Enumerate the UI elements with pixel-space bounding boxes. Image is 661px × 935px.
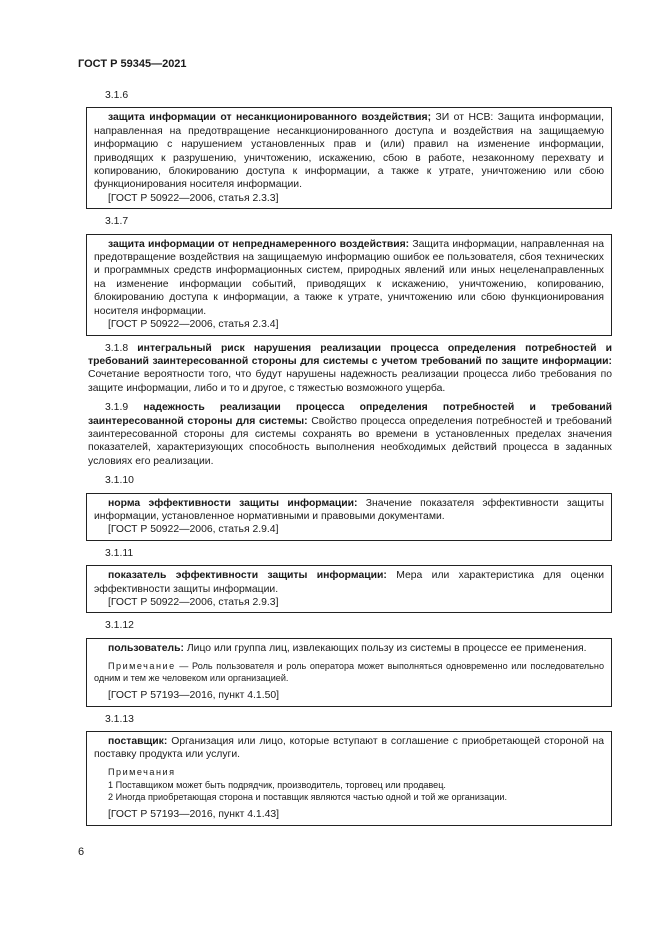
page-number: 6 [78,846,85,858]
entry-number-3-1-11: 3.1.11 [105,547,134,559]
definition-paragraph-3-1-9 [88,401,612,468]
definition-box-3-1-11 [86,565,612,613]
definition: Мера или характеристика для оценки эффективности защиты информации. [94,570,604,595]
definition: ЗИ от НСВ: Защита информации, направленная на предотвращение несанкционированного доступа и воздействия на защищаемую информацию с нарушением установленных прав и (или) правил на изменение информации, приводящих к разрушению, уничтожению, искажению, сбою в работе, незаконному перехвату и копированию, блокированию доступа к информации, а также к утрате, уничтожению или сбою функционирования носителя информации. [94,112,605,191]
entry-number-3-1-13: 3.1.13 [105,713,134,725]
source-reference: [ГОСТ Р 50922—2006, статья 2.3.3] [108,192,279,204]
note-text: — Роль пользователя и роль оператора может выполняться одновременно или последовательно одним и тем же человеком или организацией. [94,661,604,684]
definition-text [94,238,604,318]
definition-box-3-1-7 [86,234,612,336]
document-header: ГОСТ Р 59345—2021 [78,58,187,70]
definition-box-3-1-6 [86,107,612,209]
definition-text [94,497,604,524]
definition-text [94,569,604,596]
definition-text [94,735,604,762]
term: показатель эффективности защиты информации: [108,570,387,582]
term: надежность реализации процесса определения потребностей и требований заинтересованной стороны для системы: [88,402,613,427]
definition-paragraph-3-1-8 [88,342,612,396]
source-reference: [ГОСТ Р 50922—2006, статья 2.9.4] [108,524,279,536]
definition-text [94,111,604,191]
definition: Сочетание вероятности того, что будут нарушены надежность реализации процесса либо требования по защите информации, либо и то и другое, с тяжестью возможного ущерба. [88,369,612,394]
definition: Свойство процесса определения потребностей и требований заинтересованной стороны для системы сохранять во времени в установленных пределах значения показателей, характеризующих способность выполнения необходимых действий процесса в заданных условиях его реализации. [88,415,612,467]
definition-text [94,642,604,655]
definition: Защита информации, направленная на предотвращение воздействия на защищаемую информацию ошибок ее пользователя, сбоя технических и программных средств информационных систем, природных явлений или иных нецеленаправленных на изменение информации событий, приводящих к искажению, уничтожению, копированию, блокированию доступа к информации, а также к утрате, уничтожению или сбою функционирования носителя информации. [94,238,604,317]
term: защита информации от непреднамеренного воздействия: [108,238,410,250]
note-item-2: 2 Иногда приобретающая сторона и поставщик являются частью одной и той же организации. [108,792,508,803]
definition-box-3-1-13 [86,731,612,826]
source-reference: [ГОСТ Р 50922—2006, статья 2.9.3] [108,597,279,608]
note-item-1: 1 Поставщиком может быть подрядчик, производитель, торговец или продавец. [108,780,446,791]
note [94,660,604,684]
entry-number: 3.1.9 [105,402,129,414]
entry-number-3-1-10: 3.1.10 [105,475,134,487]
definition: Лицо или группа лиц, извлекающих пользу из системы в процессе ее применения. [183,642,587,654]
entry-number-3-1-7: 3.1.7 [105,216,129,228]
note-label: Примечание [108,661,176,672]
term: интегральный риск нарушения реализации процесса определения потребностей и требований заинтересованной стороны для системы с учетом требований по защите информации: [88,342,613,367]
notes-label: Примечания [108,766,176,777]
definition: Значение показателя эффективности защиты информации, установленное нормативными и правовыми документами. [94,497,604,522]
entry-number: 3.1.8 [105,342,129,354]
notes-list [94,779,604,803]
definition-box-3-1-10 [86,493,612,541]
source-reference: [ГОСТ Р 57193—2016, пункт 4.1.50] [108,690,280,702]
term: пользователь: [108,642,184,654]
term: поставщик: [108,736,168,748]
definition-box-3-1-12 [86,638,612,707]
entry-number-3-1-6: 3.1.6 [105,90,129,101]
term: норма эффективности защиты информации: [108,497,358,509]
entry-number-3-1-12: 3.1.12 [105,620,134,632]
source-reference: [ГОСТ Р 57193—2016, пункт 4.1.43] [108,809,280,821]
source-reference: [ГОСТ Р 50922—2006, статья 2.3.4] [108,319,279,331]
term: защита информации от несанкционированного воздействия; [108,112,432,124]
definition: Организация или лицо, которые вступают в соглашение с приобретающей стороной на поставку продукта или услуги. [94,736,604,761]
document-content [88,89,612,832]
